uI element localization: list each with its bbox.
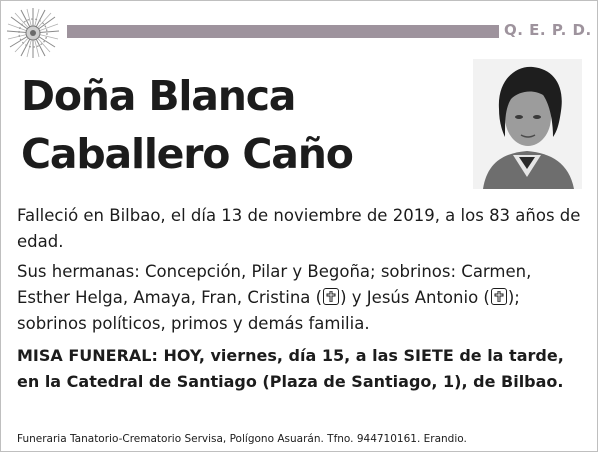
header-rule (67, 25, 499, 38)
portrait-illustration (473, 59, 582, 189)
death-announcement: Falleció en Bilbao, el día 13 de noviembre de 2019, a los 83 años de edad. (17, 206, 581, 251)
cross-icon (323, 288, 339, 305)
family-list-part-1: Sus hermanas: Concepción, Pilar y Begoña; sobrinos: Carmen, Esther Helga, Amaya, Fran, Cristina ( (17, 262, 532, 307)
funeral-mass-info: MISA FUNERAL: HOY, viernes, día 15, a las SIETE de la tarde, en la Catedral de Santiago (Plaza de Santiago, 1), de Bilbao. (17, 346, 564, 391)
flower-icon (5, 5, 61, 59)
portrait-photo (473, 59, 582, 189)
qepd-heading: Q. E. P. D. (504, 21, 592, 39)
family-list-part-2: ) y Jesús Antonio ( (340, 288, 490, 307)
cross-icon (491, 288, 507, 305)
family-list-part-3: ); sobrinos políticos, primos y demás familia. (17, 288, 520, 333)
name-line-1: Doña Blanca (21, 72, 296, 120)
family-list (17, 259, 589, 337)
deceased-name (21, 67, 461, 183)
name-line-2: Caballero Caño (21, 130, 353, 178)
flower-illustration (5, 5, 61, 59)
funeral-home-footer: Funeraria Tanatorio-Crematorio Servisa, Polígono Asuarán. Tfno. 944710161. Erandio. (17, 433, 467, 445)
